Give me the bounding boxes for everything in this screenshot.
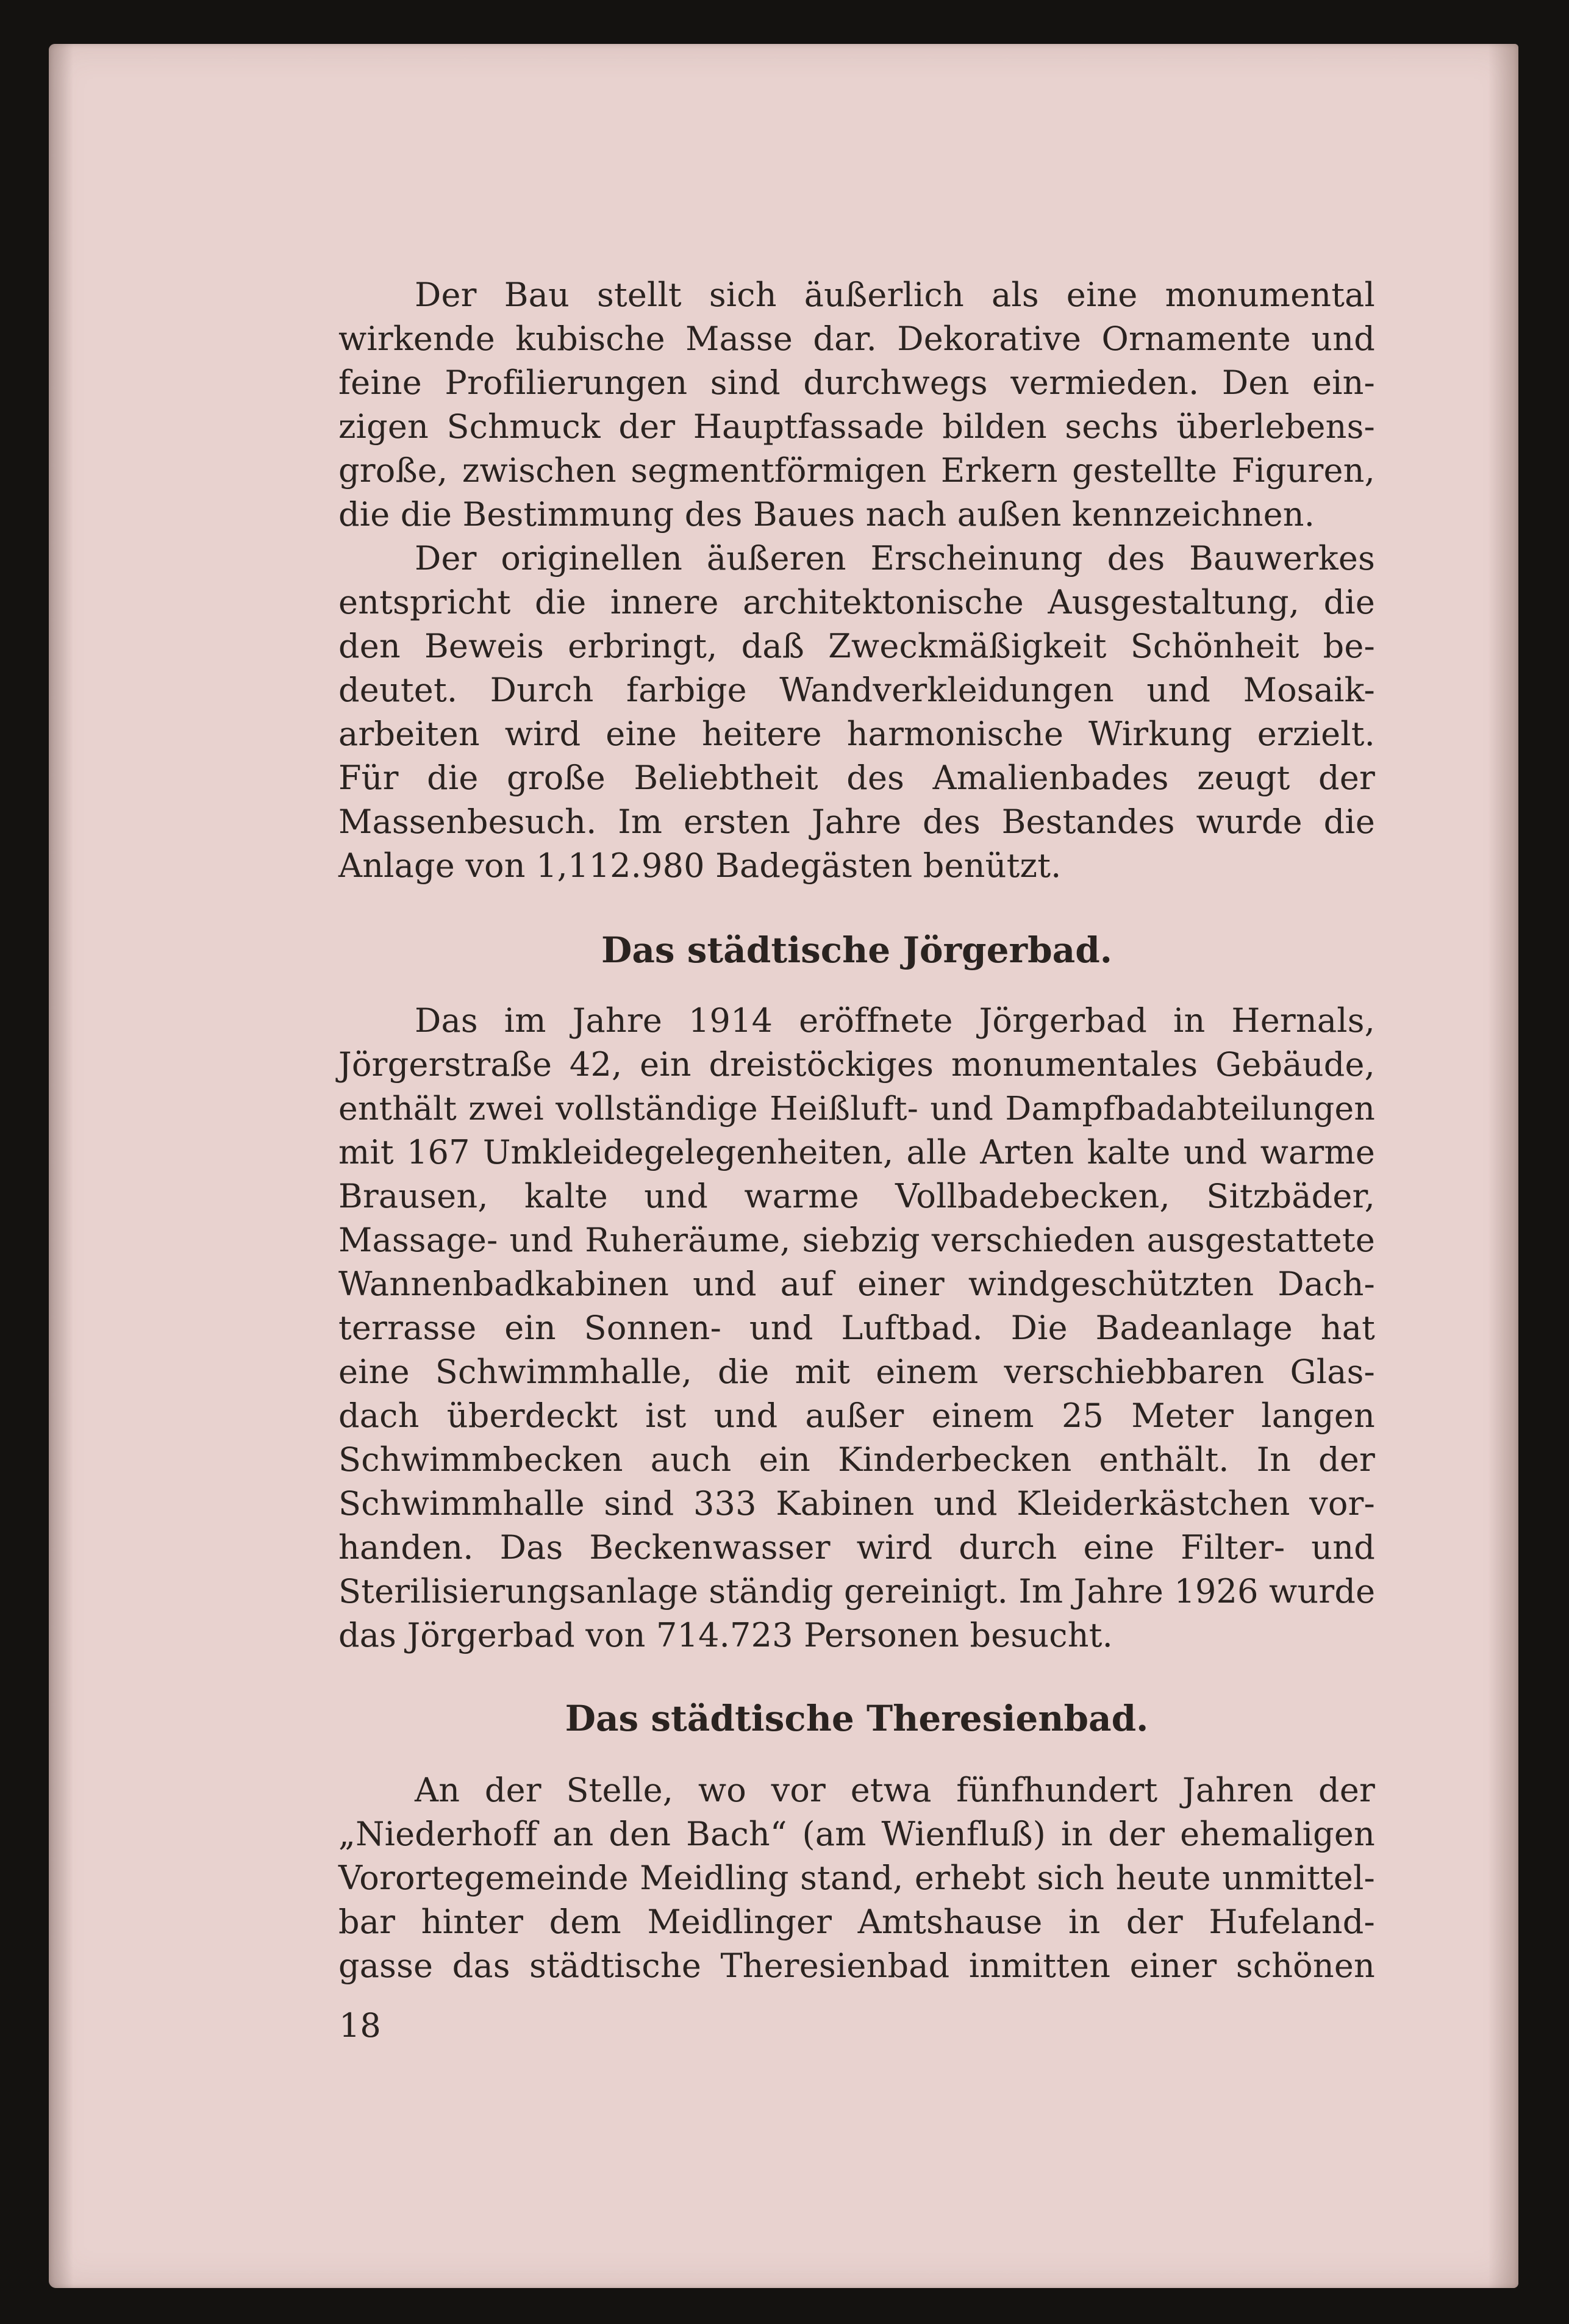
text-line: Schwimmbecken auch ein Kinderbecken enthält. In der bbox=[338, 1440, 1375, 1479]
text-line: mit 167 Umkleidegelegenheiten, alle Arten kalte und warme bbox=[338, 1133, 1375, 1171]
text-line: gasse das städtische Theresienbad inmitten einer schönen bbox=[338, 1947, 1375, 1985]
text-line: das Jörgerbad von 714.723 Personen besucht. bbox=[338, 1616, 1113, 1654]
page-binding-shadow bbox=[49, 44, 73, 2288]
text-line: Wannenbadkabinen und auf einer windgeschützten Dach- bbox=[338, 1265, 1375, 1303]
text-line: zigen Schmuck der Hauptfassade bilden sechs überlebens- bbox=[338, 407, 1375, 446]
text-line: Schwimmhalle sind 333 Kabinen und Kleiderkästchen vor- bbox=[338, 1484, 1375, 1523]
text-line: Das im Jahre 1914 eröffnete Jörgerbad in Hernals, bbox=[415, 1001, 1375, 1040]
text-line: feine Profilierungen sind durchwegs vermieden. Den ein- bbox=[338, 363, 1375, 402]
text-line: Anlage von 1,112.980 Badegästen benützt. bbox=[338, 846, 1062, 885]
text-line: Der Bau stellt sich äußerlich als eine monumental bbox=[415, 276, 1375, 314]
text-line: eine Schwimmhalle, die mit einem verschiebbaren Glas- bbox=[338, 1353, 1375, 1391]
text-line: Vorortegemeinde Meidling stand, erhebt sich heute unmittel- bbox=[338, 1859, 1375, 1897]
text-line: „Niederhoff an den Bach“ (am Wienfluß) in der ehemaligen bbox=[338, 1815, 1375, 1853]
text-line: Sterilisierungsanlage ständig gereinigt. Im Jahre 1926 wurde bbox=[338, 1572, 1376, 1611]
page-edge-shadow bbox=[1488, 44, 1518, 2288]
text-line: dach überdeckt ist und außer einem 25 Meter langen bbox=[338, 1396, 1375, 1435]
paragraph-joergerbad bbox=[338, 999, 1375, 1657]
text-line: Der originellen äußeren Erscheinung des Bauwerkes bbox=[415, 539, 1375, 577]
text-line: handen. Das Beckenwasser wird durch eine Filter- und bbox=[338, 1528, 1375, 1567]
text-line: Für die große Beliebtheit des Amalienbades zeugt der bbox=[338, 759, 1375, 797]
text-line: arbeiten wird eine heitere harmonische Wirkung erzielt. bbox=[338, 715, 1375, 753]
text-line: deutet. Durch farbige Wandverkleidungen und Mosaik- bbox=[338, 671, 1375, 709]
page-text bbox=[338, 273, 1375, 1988]
text-line: den Beweis erbringt, daß Zweckmäßigkeit Schönheit be- bbox=[338, 627, 1375, 665]
text-line: große, zwischen segmentförmigen Erkern gestellte Figuren, bbox=[338, 451, 1375, 490]
page-number: 18 bbox=[339, 2006, 381, 2045]
text-line: bar hinter dem Meidlinger Amtshause in der Hufeland- bbox=[338, 1903, 1375, 1941]
text-line: entspricht die innere architektonische Ausgestaltung, die bbox=[338, 583, 1375, 621]
text-line: An der Stelle, wo vor etwa fünfhundert Jahren der bbox=[415, 1771, 1375, 1809]
heading-theresienbad: Das städtische Theresienbad. bbox=[565, 1698, 1149, 1739]
text-line: Massage- und Ruheräume, siebzig verschieden ausgestattete bbox=[338, 1221, 1375, 1259]
text-line: die die Bestimmung des Baues nach außen kennzeichnen. bbox=[338, 495, 1315, 534]
text-line: Jörgerstraße 42, ein dreistöckiges monumentales Gebäude, bbox=[338, 1045, 1375, 1084]
text-line: wirkende kubische Masse dar. Dekorative Ornamente und bbox=[338, 320, 1375, 358]
text-line: Massenbesuch. Im ersten Jahre des Bestandes wurde die bbox=[338, 803, 1375, 841]
paragraph-amalienbad bbox=[338, 273, 1375, 888]
text-line: Brausen, kalte und warme Vollbadebecken, Sitzbäder, bbox=[338, 1177, 1375, 1215]
text-line: enthält zwei vollständige Heißluft- und Dampfbadabteilungen bbox=[338, 1089, 1375, 1128]
paragraph-theresienbad bbox=[338, 1768, 1375, 1988]
heading-joergerbad: Das städtische Jörgerbad. bbox=[601, 929, 1112, 971]
text-line: terrasse ein Sonnen- und Luftbad. Die Badeanlage hat bbox=[338, 1309, 1375, 1347]
